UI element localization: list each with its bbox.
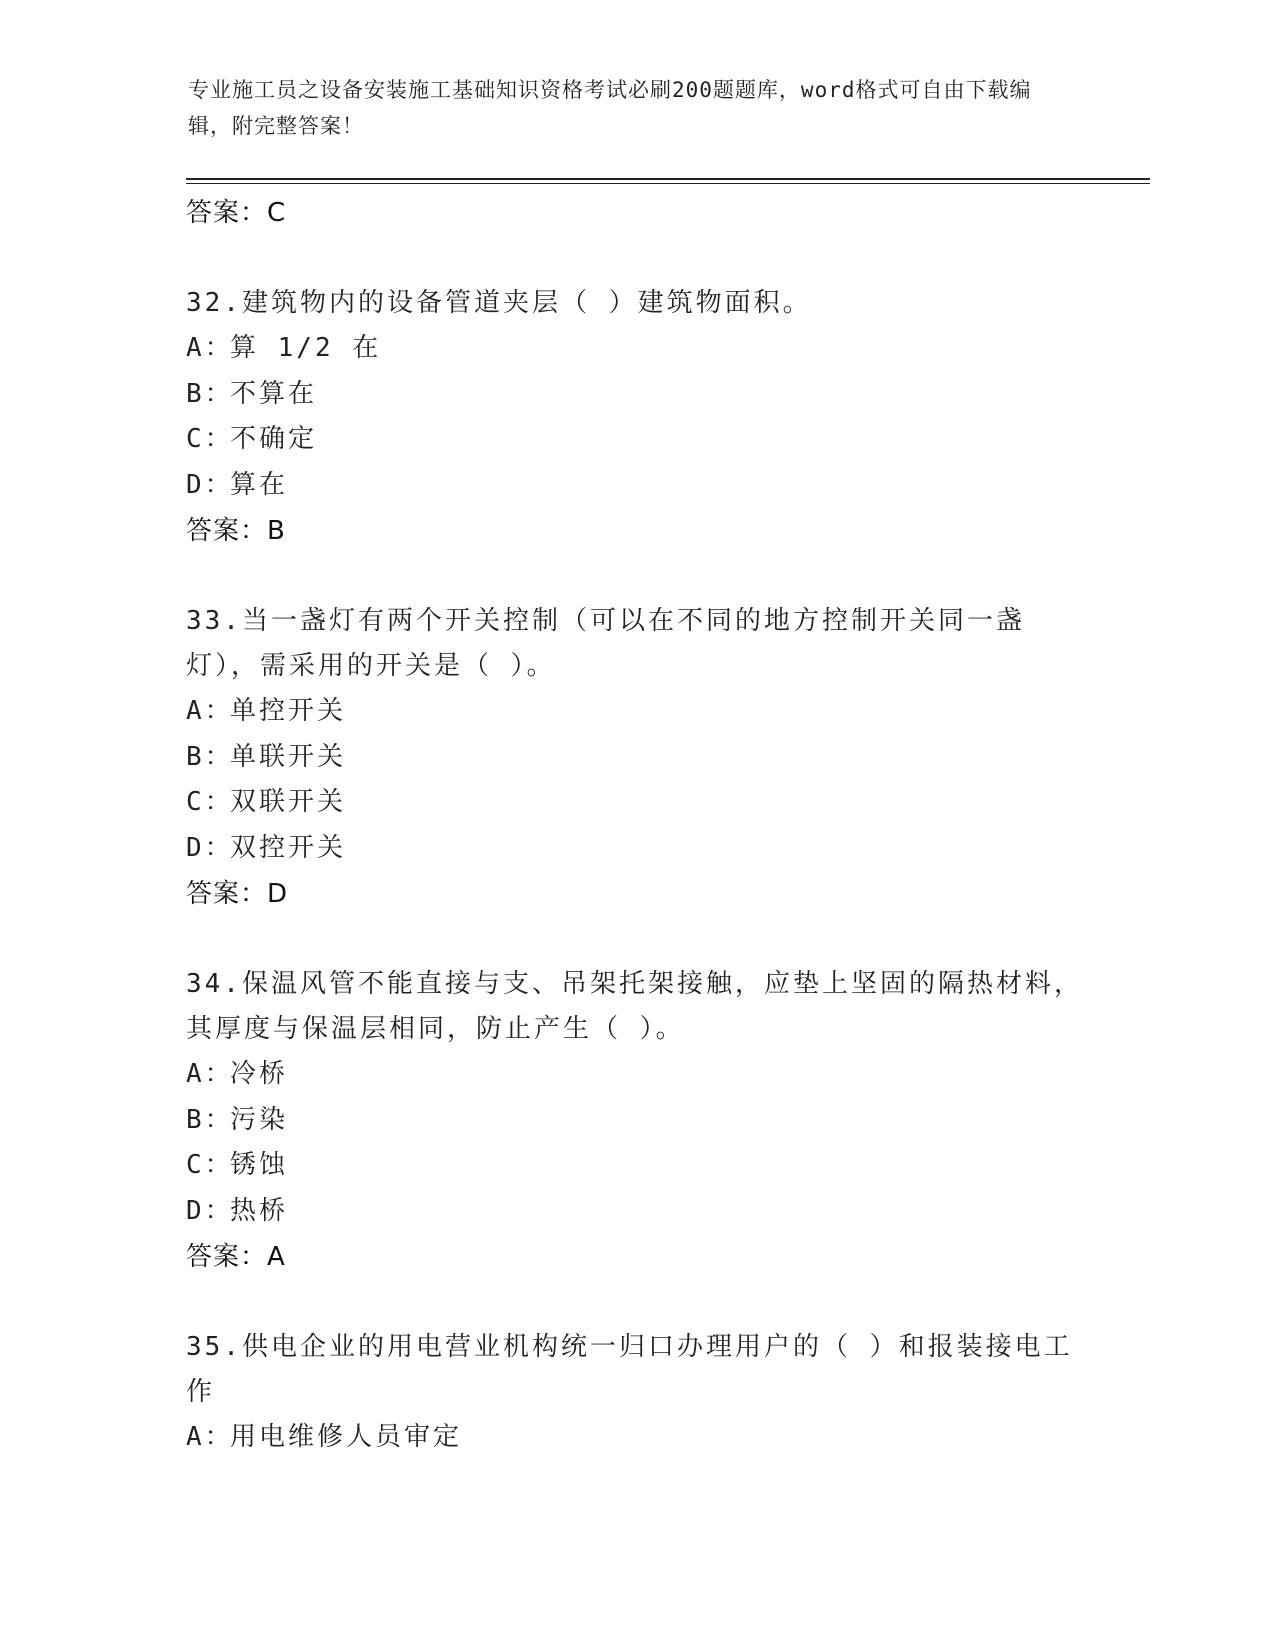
option-text: 冷桥 — [230, 1059, 289, 1089]
spacer — [186, 1280, 1086, 1325]
option-c — [186, 417, 1086, 463]
option-key: A： — [186, 1422, 234, 1452]
option-text: 算 1/2 在 — [230, 333, 382, 363]
answer-line: 答案：B — [186, 516, 286, 546]
option-key: A： — [186, 333, 234, 363]
option-a — [186, 1415, 1086, 1461]
option-key: A： — [186, 696, 234, 726]
option-text: 污染 — [230, 1104, 289, 1135]
option-d — [186, 826, 1086, 872]
option-c — [186, 1143, 1086, 1189]
option-text: 单控开关 — [230, 696, 347, 726]
spacer — [186, 236, 1086, 281]
option-a — [186, 1052, 1086, 1098]
option-text: 双控开关 — [230, 832, 347, 863]
option-key: C： — [186, 424, 234, 454]
header-divider-thin — [186, 183, 1150, 184]
answer-line: 答案：C — [186, 198, 287, 228]
option-text: 锈蚀 — [230, 1150, 289, 1180]
option-text: 热桥 — [230, 1195, 289, 1226]
option-text: 双联开关 — [230, 787, 347, 817]
spacer — [186, 917, 1086, 962]
option-d — [186, 1189, 1086, 1235]
option-key: C： — [186, 787, 234, 817]
option-a — [186, 689, 1086, 735]
option-a — [186, 326, 1086, 372]
option-d — [186, 463, 1086, 509]
question-34 — [186, 962, 1086, 1280]
option-c — [186, 780, 1086, 826]
option-text: 不算在 — [230, 378, 318, 409]
option-key: B： — [186, 741, 234, 772]
option-key: D： — [186, 469, 234, 500]
option-key: D： — [186, 1195, 234, 1226]
option-key: C： — [186, 1150, 234, 1180]
document-header-title: 专业施工员之设备安装施工基础知识资格考试必刷200题题库，word格式可自由下载编辑，附完整答案！ — [188, 78, 1032, 138]
option-key: B： — [186, 378, 234, 409]
question-33 — [186, 599, 1086, 917]
question-stem: 35.供电企业的用电营业机构统一归口办理用户的（ ）和报装接电工作 — [186, 1332, 1073, 1407]
question-stem: 32.建筑物内的设备管道夹层（ ）建筑物面积。 — [186, 288, 812, 318]
option-b — [186, 735, 1086, 781]
question-list — [186, 190, 1086, 1461]
answer-line: 答案：D — [186, 879, 289, 909]
answer-line: 答案：A — [186, 1242, 286, 1272]
option-text: 不确定 — [230, 424, 318, 454]
question-stem: 34.保温风管不能直接与支、吊架托架接触，应垫上坚固的隔热材料，其厚度与保温层相同，防止产生（ ）。 — [186, 969, 1083, 1044]
option-key: A： — [186, 1059, 234, 1089]
question-stem: 33.当一盏灯有两个开关控制（可以在不同的地方控制开关同一盏灯），需采用的开关是（ ）。 — [186, 606, 1025, 681]
option-text: 算在 — [230, 469, 289, 500]
option-text: 用电维修人员审定 — [230, 1422, 463, 1452]
option-text: 单联开关 — [230, 741, 347, 772]
question-32 — [186, 281, 1086, 554]
spacer — [186, 554, 1086, 599]
header-divider — [186, 178, 1150, 180]
option-b — [186, 1098, 1086, 1144]
option-key: D： — [186, 832, 234, 863]
option-key: B： — [186, 1104, 234, 1135]
question-35 — [186, 1325, 1086, 1461]
option-b — [186, 372, 1086, 418]
